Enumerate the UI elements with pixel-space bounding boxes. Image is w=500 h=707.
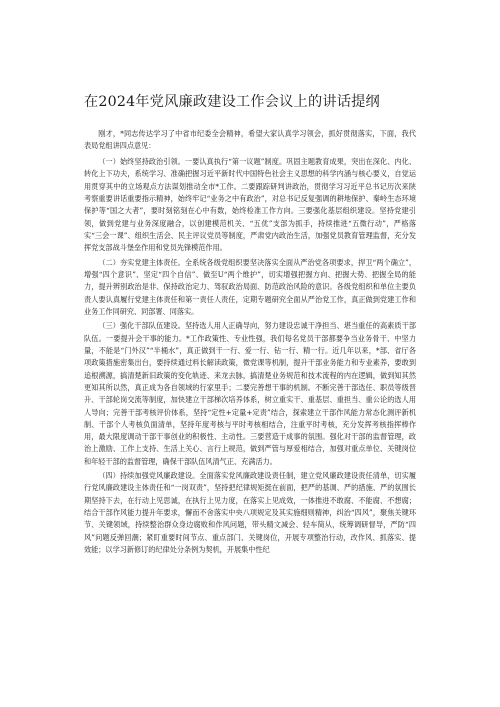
section-3-paragraph: （三）强化干部队伍建设。坚持选人用人正确导向，努力建设忠诚干净担当、堪当重任的高素质干部队伍。一要提升会干事的能力。*工作政策性、专业性强，我们每名党员干部都要争当业务骨干、中坚力量，不能是“门外汉”“半桶水”，真正做到干一行、爱一行、钻一行、精一行。近几年以来，*部、省厅各项政策措施密集出台，要持续通过料长解读政策，微党课等机制，提升干部业务能力和专业素养，要敢到追根溯源，搞清楚新旧政策的变化轨迹、来龙去脉，搞清楚业务规范和技术流程的内在逻辑，做到知其然更知其所以然，真正成为各自领域的行家里手；二要完善想干事的机制。不断完善干部选任、职员等级晋升、干部轮岗交流等制度，加快建立干部梯次培养体系，树立重实干、重基层、重担当、重公论的选人用人导向；完善干部考核评价体系，坚持“定性+定量+定责”结合，探索建立干部作风能力常态化测评新机制、干部个人考核负面清单，坚持年度考核与平时考核相结合，注重平时考核，充分发挥考核指挥棒作用，最大限度调动干部干事创业的积极性、主动性。三要营造干成事的氛围。强化对干部的监督管理，政治上激励、工作上支持、生活上关心、言行上规范，做到严管与厚爱相结合，加强对重点单位、关键岗位和年轻干部的监督管理，确保干部队伍风清气正、充满活力。 xyxy=(84,321,416,466)
document-title: 在2024年党风廉政建设工作会议上的讲话提纲 xyxy=(84,94,380,110)
document-body xyxy=(84,128,416,558)
section-1-paragraph: （一）始终坚持政治引领。一要认真执行“第一议题”制度。巩固主题教育成果，突出在深化、内化、转化上下功夫，系统学习、准确把握习近平新时代中国特色社会主义思想的科学内涵与核心要义，自觉运用贯穿其中的立场观点方法谋划推动全市*工作。二要跟踪研判讲政治，贯彻学习习近平总书记历次来陕考察重要讲话重要指示精神，始终牢记“业务之中有政治”，对总书记反复强调的耕地保护、秦岭生态环境保护等“国之大者”，要时刻铭刻在心中有数，始终检准工作方向。三要强化基层组织建设。坚持党建引领，做到党建与业务深度融合，以创建模范机关、“五优”支部为抓手，持续推进“五微行动”，严格落实“三会一课”、组织生活会、民主评议党员等制度，严肃党内政治生活，加强党员教育管理监督，充分发挥党支部战斗堡垒作用和党员先锋模范作用。 xyxy=(84,157,416,253)
opening-paragraph: 刚才，*同志传达学习了中省市纪委全会精神，希望大家认真学习领会，抓好贯彻落实，下面，我代表局党组讲四点意见： xyxy=(84,129,416,151)
section-2-paragraph: （二）夯实党建主体责任。全系统各级党组织要坚决落实全面从严治党各项要求，捍卫“两个确立”，增强“四个意识”、坚定“四个自信”、做至U“两个维护”，切实增强把握方向、把握大势、把握全局的能力，提升辨别政治是非、保持政治定力、驾驭政治局面、防范政治风险的意识。各级党组织和单位主要负责人要认真履行党建主体责任和第一责任人责任，定期专题研究全面从严治党工作，真正做到党建工作和业务工作同研究、同部署、同落实。 xyxy=(84,257,416,316)
section-4-paragraph: （四）持续加强党风廉政建设。全面落实党风廉政建设责任制，建立党风廉政建设责任清单，切实履行党风廉政建设主体责任和“一岗双责”，坚持把纪律规矩挺在前面，把严的基调、严的措施、严的氛围长期坚持下去，在行动上见思诚，在执行上见力度，在落实上见成效，一体推进不敢腐、不能腐、不想腐；结合干部作风能力提升年要求，懈而不舍落实中央八项规定及其实施细则精神，纠治“四风”，聚焦关键环节、关键领域，持续整治群众身边腐败和作风问题，带头精文减会、轻车简从，统筹调研督导，严防“四风”问题反弹回潮；紧盯重要时间节点、重点部门、关键岗位，开展专项整治行动，改作风、抓落实、提效能；以学习新修订的纪律处分条例为契机，开展集中性纪 xyxy=(84,471,416,554)
